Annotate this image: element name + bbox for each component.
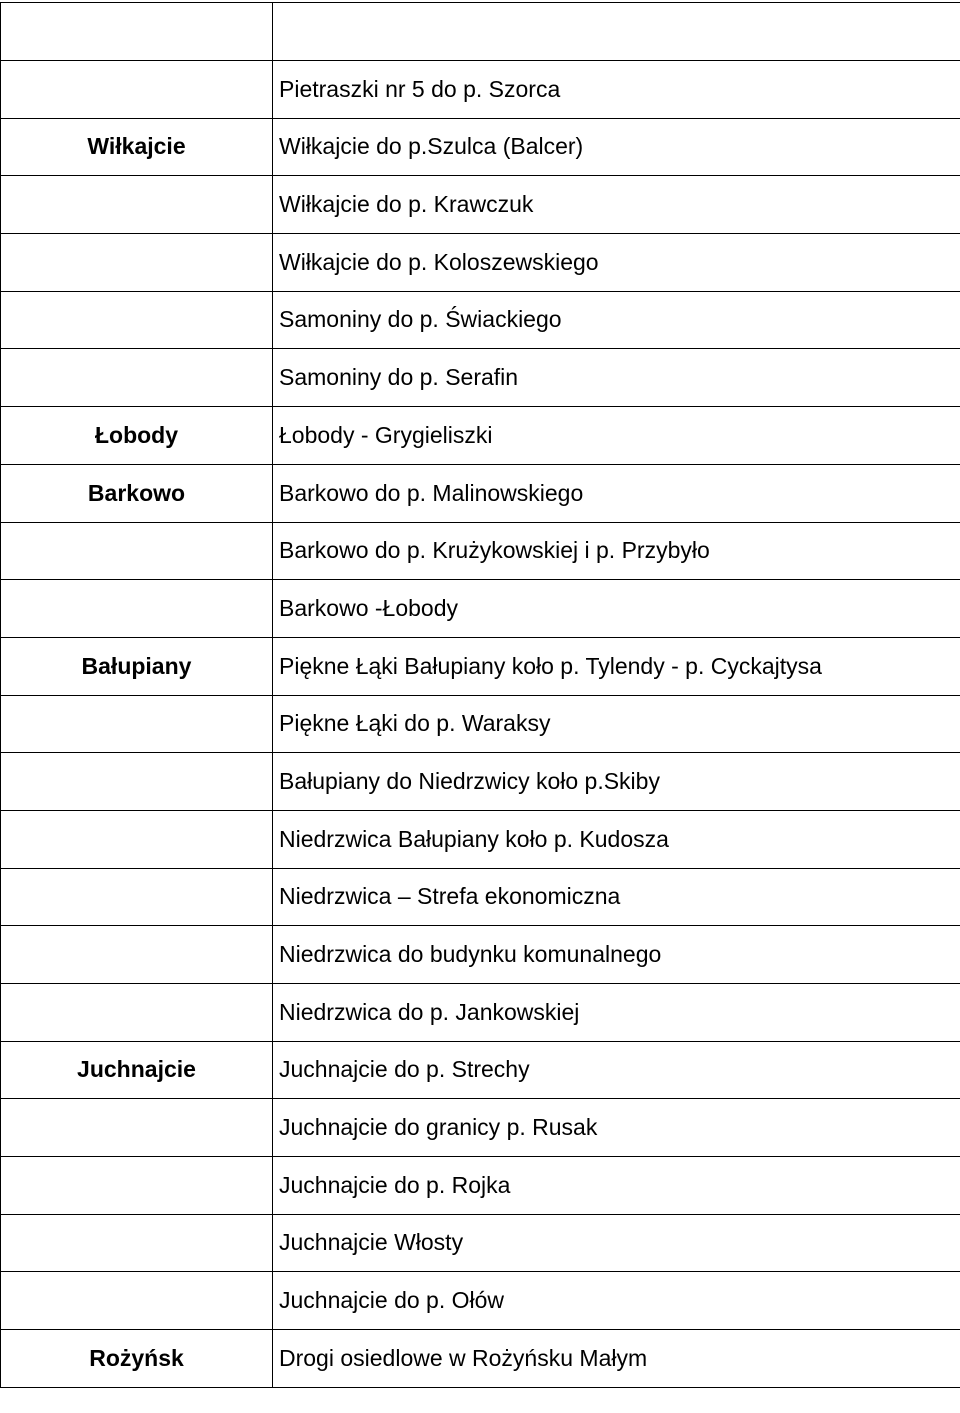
table-row (1, 926, 960, 984)
table-row (1, 522, 960, 580)
village-cell (1, 234, 273, 292)
village-cell (1, 868, 273, 926)
village-cell (1, 1099, 273, 1157)
table-row (1, 234, 960, 292)
village-cell (1, 810, 273, 868)
table-row (1, 407, 960, 465)
road-cell: Pietraszki nr 5 do p. Szorca (273, 61, 960, 119)
road-cell: Barkowo do p. Malinowskiego (273, 464, 960, 522)
village-cell (1, 580, 273, 638)
table-row (1, 868, 960, 926)
table-row (1, 810, 960, 868)
table-row (1, 291, 960, 349)
road-cell: Juchnajcie do p. Rojka (273, 1157, 960, 1215)
village-cell: Wiłkajcie (1, 118, 273, 176)
village-cell (1, 1157, 273, 1215)
table-row (1, 349, 960, 407)
road-cell: Niedrzwica do p. Jankowskiej (273, 984, 960, 1042)
road-cell: Juchnajcie do p. Ołów (273, 1272, 960, 1330)
village-cell (1, 522, 273, 580)
village-cell (1, 349, 273, 407)
road-cell: Niedrzwica Bałupiany koło p. Kudosza (273, 810, 960, 868)
village-cell (1, 1214, 273, 1272)
village-cell (1, 176, 273, 234)
village-cell (1, 926, 273, 984)
road-cell: Wiłkajcie do p. Krawczuk (273, 176, 960, 234)
road-cell: Drogi osiedlowe w Rożyńsku Małym (273, 1330, 960, 1388)
table-row (1, 1041, 960, 1099)
road-cell: Samoniny do p. Świackiego (273, 291, 960, 349)
table-row (1, 695, 960, 753)
table-row (1, 984, 960, 1042)
roads-table (0, 2, 960, 1388)
road-cell: Bałupiany do Niedrzwicy koło p.Skiby (273, 753, 960, 811)
table-row (1, 118, 960, 176)
road-cell: Juchnajcie do granicy p. Rusak (273, 1099, 960, 1157)
table-row (1, 580, 960, 638)
village-cell (1, 61, 273, 119)
village-cell (1, 3, 273, 61)
village-cell: Bałupiany (1, 637, 273, 695)
village-cell (1, 1272, 273, 1330)
road-cell: Samoniny do p. Serafin (273, 349, 960, 407)
table-row (1, 1157, 960, 1215)
table-row (1, 464, 960, 522)
road-cell: Piękne Łąki Bałupiany koło p. Tylendy - p. Cyckajtysa (273, 637, 960, 695)
table-row (1, 1272, 960, 1330)
road-cell: Łobody - Grygieliszki (273, 407, 960, 465)
road-cell: Juchnajcie do p. Strechy (273, 1041, 960, 1099)
table-row (1, 1099, 960, 1157)
village-cell (1, 753, 273, 811)
table-row (1, 1214, 960, 1272)
road-cell: Piękne Łąki do p. Waraksy (273, 695, 960, 753)
village-cell (1, 984, 273, 1042)
village-cell: Juchnajcie (1, 1041, 273, 1099)
table-row (1, 61, 960, 119)
village-cell: Barkowo (1, 464, 273, 522)
table-row (1, 3, 960, 61)
village-cell: Łobody (1, 407, 273, 465)
road-cell: Niedrzwica – Strefa ekonomiczna (273, 868, 960, 926)
table-row (1, 1330, 960, 1388)
road-cell: Niedrzwica do budynku komunalnego (273, 926, 960, 984)
road-cell (273, 3, 960, 61)
road-cell: Juchnajcie Włosty (273, 1214, 960, 1272)
village-cell (1, 291, 273, 349)
road-cell: Wiłkajcie do p. Koloszewskiego (273, 234, 960, 292)
road-cell: Barkowo do p. Krużykowskiej i p. Przybyło (273, 522, 960, 580)
table-row (1, 176, 960, 234)
village-cell: Rożyńsk (1, 1330, 273, 1388)
road-cell: Barkowo -Łobody (273, 580, 960, 638)
road-cell: Wiłkajcie do p.Szulca (Balcer) (273, 118, 960, 176)
table-row (1, 753, 960, 811)
village-cell (1, 695, 273, 753)
table-row (1, 637, 960, 695)
